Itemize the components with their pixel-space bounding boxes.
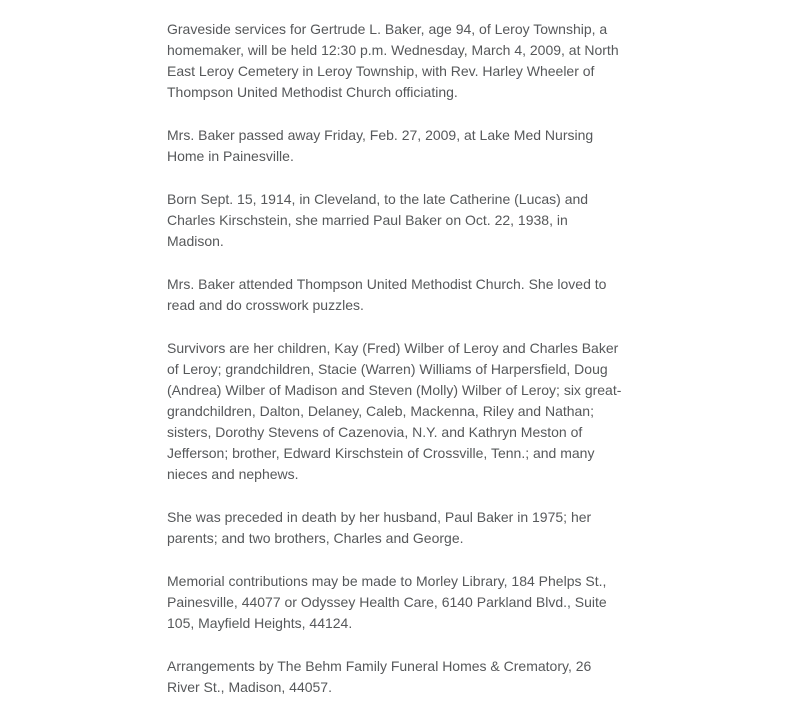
obituary-paragraph-birth-marriage: Born Sept. 15, 1914, in Cleveland, to the late Catherine (Lucas) and Charles Kirschstein, she married Paul Baker on Oct. 22, 1938, in Madison. xyxy=(167,191,589,249)
obituary-paragraph-preceded: She was preceded in death by her husband, Paul Baker in 1975; her parents; and two brothers, Charles and George. xyxy=(167,509,592,546)
obituary-paragraph-memorial-contributions: Memorial contributions may be made to Morley Library, 184 Phelps St., Painesville, 44077 or Odyssey Health Care, 6140 Parkland Blvd., Suite 105, Mayfield Heights, 44124. xyxy=(167,573,607,631)
obituary-paragraph-arrangements: Arrangements by The Behm Family Funeral Homes & Crematory, 26 River St., Madison, 44057. xyxy=(167,658,592,695)
obituary-paragraph-survivors: Survivors are her children, Kay (Fred) Wilber of Leroy and Charles Baker of Leroy; grandchildren, Stacie (Warren) Williams of Harpersfield, Doug (Andrea) Wilber of Madison and Steven (Molly) Wilber of Leroy; six great-grandchildren, Dalton, Delaney, Caleb, Mackenna, Riley and Nathan; sisters, Dorothy Stevens of Cazenovia, N.Y. and Kathryn Meston of Jefferson; brother, Edward Kirschstein of Crossville, Tenn.; and many nieces and nephews. xyxy=(167,340,622,482)
obituary-paragraph-passing: Mrs. Baker passed away Friday, Feb. 27, 2009, at Lake Med Nursing Home in Painesville. xyxy=(167,127,594,164)
obituary-paragraph-life: Mrs. Baker attended Thompson United Methodist Church. She loved to read and do crosswork puzzles. xyxy=(167,276,607,313)
obituary-paragraph-services: Graveside services for Gertrude L. Baker, age 94, of Leroy Township, a homemaker, will be held 12:30 p.m. Wednesday, March 4, 2009, at North East Leroy Cemetery in Leroy Township, with Rev. Harley Wheeler of Thompson United Methodist Church officiating. xyxy=(167,21,619,100)
